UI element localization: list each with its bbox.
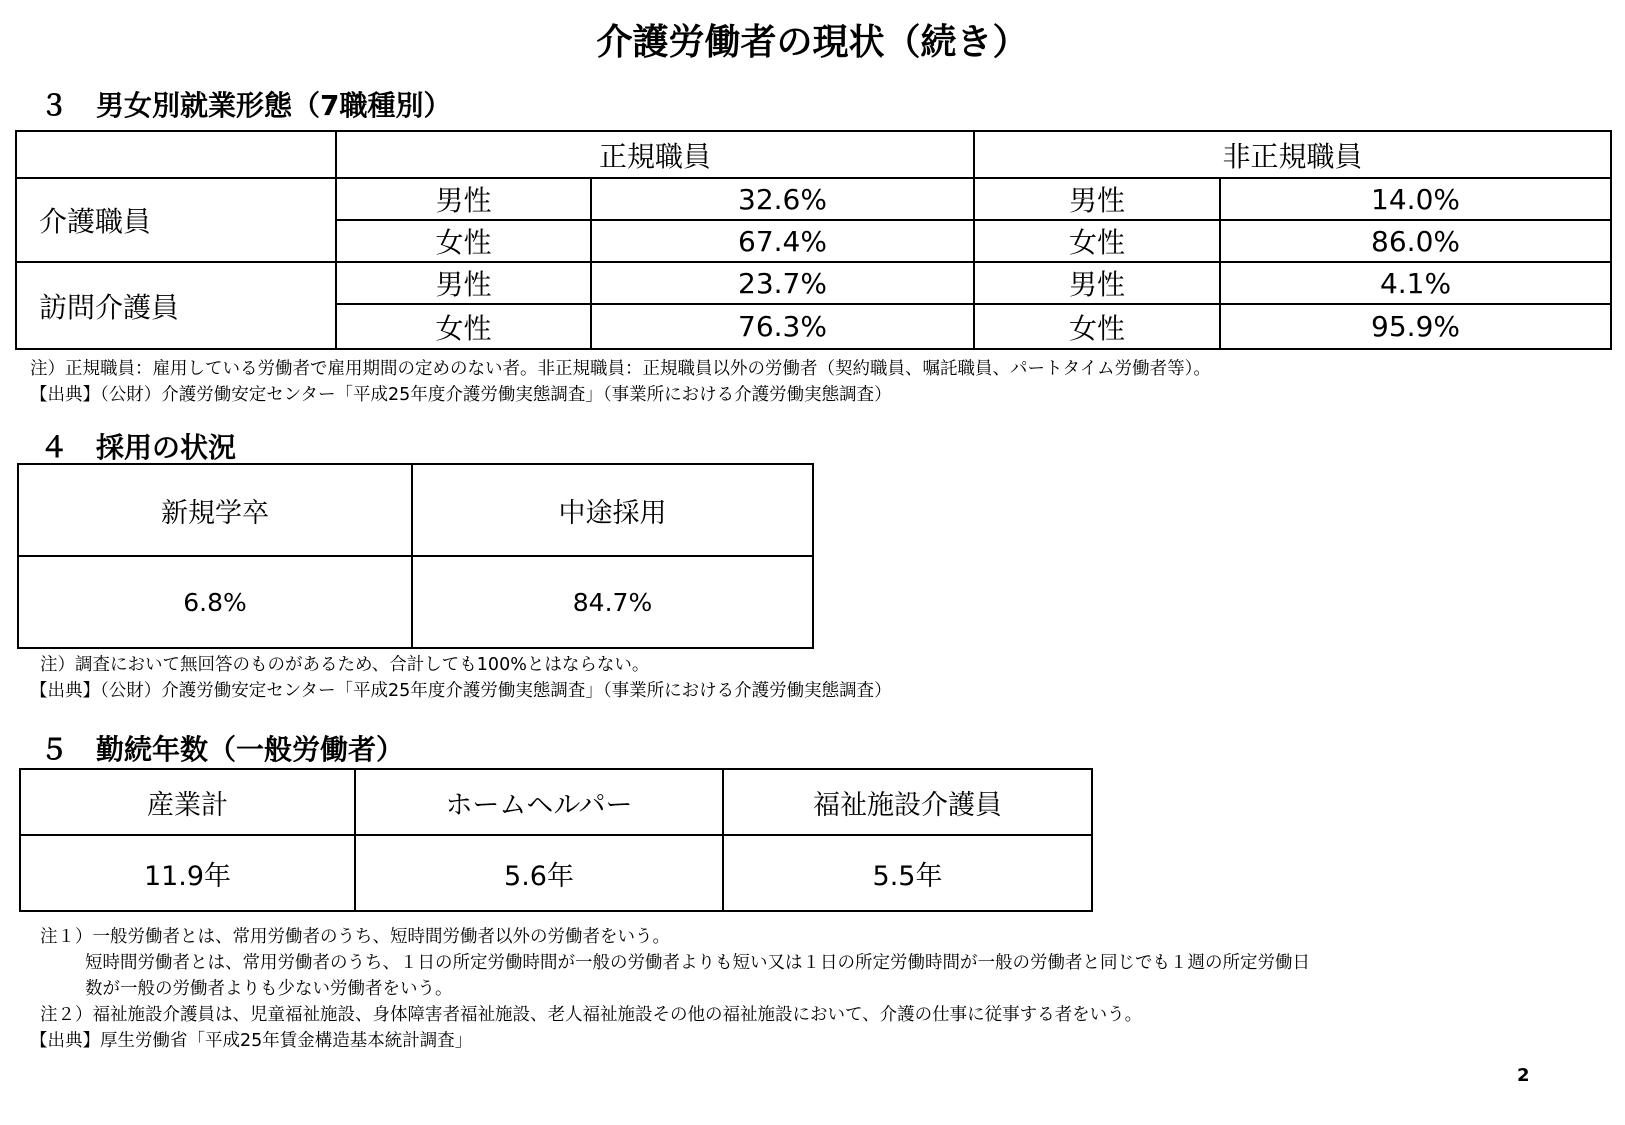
table-row xyxy=(20,835,1092,911)
value-cell: 32.6% xyxy=(591,178,974,220)
value-cell: 86.0% xyxy=(1220,220,1611,262)
table-header-row xyxy=(16,131,1611,178)
row-label-home-helper: 訪問介護員 xyxy=(16,262,336,349)
section3-heading: ３ 男女別就業形態（7職種別） xyxy=(40,89,452,122)
tenure-table xyxy=(19,768,1093,912)
table-row xyxy=(16,262,1611,304)
section5-note1-cont2: 数が一般の労働者よりも少ない労働者をいう。 xyxy=(85,979,453,999)
section4-note: 注）調査において無回答のものがあるため、合計しても100%とはならない。 xyxy=(40,655,650,675)
value-cell: 4.1% xyxy=(1220,262,1611,304)
value-cell: 84.7% xyxy=(412,556,813,648)
section4-source: 【出典】（公財）介護労働安定センター「平成25年度介護労働実態調査」（事業所における介護労働実態調査） xyxy=(30,681,892,701)
gender-label: 女性 xyxy=(336,304,591,349)
table-row xyxy=(18,556,813,648)
empty-header-cell xyxy=(16,131,336,178)
page-title: 介護労働者の現状（続き） xyxy=(596,22,1029,63)
value-cell: 5.5年 xyxy=(723,835,1092,911)
header-regular: 正規職員 xyxy=(336,131,974,178)
header-facility-care-worker: 福祉施設介護員 xyxy=(723,769,1092,835)
table-header-row xyxy=(20,769,1092,835)
header-home-helper: ホームヘルパー xyxy=(355,769,723,835)
section4-heading: ４ 採用の状況 xyxy=(40,431,237,464)
header-mid-career: 中途採用 xyxy=(412,464,813,556)
section5-source: 【出典】厚生労働省「平成25年賃金構造基本統計調査」 xyxy=(30,1031,473,1051)
table-row xyxy=(16,178,1611,220)
gender-label: 男性 xyxy=(336,178,591,220)
value-cell: 5.6年 xyxy=(355,835,723,911)
value-cell: 6.8% xyxy=(18,556,412,648)
gender-label: 女性 xyxy=(336,220,591,262)
section5-heading: ５ 勤続年数（一般労働者） xyxy=(40,733,405,766)
gender-label: 男性 xyxy=(974,262,1220,304)
value-cell: 14.0% xyxy=(1220,178,1611,220)
gender-label: 男性 xyxy=(336,262,591,304)
gender-employment-table xyxy=(15,130,1612,350)
hiring-table xyxy=(17,463,814,649)
section5-note1-cont1: 短時間労働者とは、常用労働者のうち、１日の所定労働時間が一般の労働者よりも短い又は１日の所定労働時間が一般の労働者と同じでも１週の所定労働日 xyxy=(85,953,1310,973)
gender-label: 女性 xyxy=(974,220,1220,262)
section5-note1: 注１）一般労働者とは、常用労働者のうち、短時間労働者以外の労働者をいう。 xyxy=(40,927,670,947)
page-number: 2 xyxy=(1517,1065,1530,1086)
row-label-care-worker: 介護職員 xyxy=(16,178,336,262)
header-new-graduates: 新規学卒 xyxy=(18,464,412,556)
gender-label: 女性 xyxy=(974,304,1220,349)
header-nonregular: 非正規職員 xyxy=(974,131,1611,178)
section5-note2: 注２）福祉施設介護員は、児童福祉施設、身体障害者福祉施設、老人福祉施設その他の福祉施設において、介護の仕事に従事する者をいう。 xyxy=(40,1005,1143,1025)
section3-source: 【出典】（公財）介護労働安定センター「平成25年度介護労働実態調査」（事業所における介護労働実態調査） xyxy=(30,385,892,405)
value-cell: 11.9年 xyxy=(20,835,355,911)
table-header-row xyxy=(18,464,813,556)
gender-label: 男性 xyxy=(974,178,1220,220)
section3-note: 注）正規職員：雇用している労働者で雇用期間の定めのない者。非正規職員：正規職員以外の労働者（契約職員、嘱託職員、パートタイム労働者等）。 xyxy=(30,359,1211,379)
value-cell: 23.7% xyxy=(591,262,974,304)
value-cell: 95.9% xyxy=(1220,304,1611,349)
header-all-industries: 産業計 xyxy=(20,769,355,835)
value-cell: 67.4% xyxy=(591,220,974,262)
value-cell: 76.3% xyxy=(591,304,974,349)
